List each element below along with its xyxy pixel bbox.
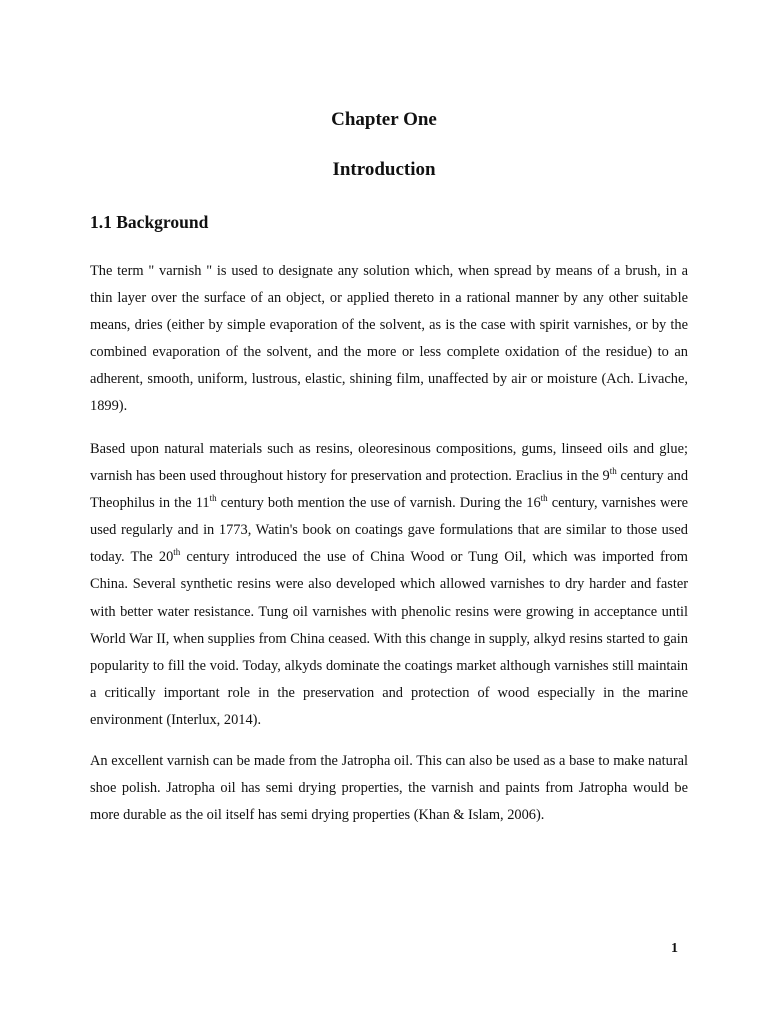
- paragraph-background-definition: The term " varnish " is used to designate any solution which, when spread by means of a brush, in a thin layer over the surface of an object, or applied thereto in a rational manner by any other suitable means, dries (either by simple evaporation of the solvent, as is the case with spirit varnishes, or by the combined evaporation of the solvent, and the more or less complete oxidation of the residue) to an adherent, smooth, uniform, lustrous, elastic, shining film, unaffected by air or moisture (Ach. Livache, 1899).: [90, 263, 688, 415]
- chapter-title: Chapter One: [331, 109, 437, 130]
- paragraph-varnish-history: [90, 436, 688, 734]
- paragraph-jatropha-oil: An excellent varnish can be made from the Jatropha oil. This can also be used as a base to make natural shoe polish. Jatropha oil has semi drying properties, the varnish and paints from Jatropha would be more durable as the oil itself has semi drying properties (Khan & Islam, 2006).: [90, 753, 688, 824]
- paragraph-text-segment: Based upon natural materials such as resins, oleoresinous compositions, gums, linseed oils and glue; varnish has been used throughout history for preservation and protection. Eraclius in the 9: [90, 441, 688, 485]
- paragraph-text-segment: century and Theophilus in the 11: [90, 468, 689, 512]
- ordinal-superscript: th: [209, 493, 217, 504]
- section-heading: 1.1 Background: [90, 212, 209, 232]
- ordinal-superscript: th: [609, 466, 617, 477]
- ordinal-superscript: th: [540, 493, 548, 504]
- paragraph-text-segment: century both mention the use of varnish. During the 16: [216, 495, 541, 512]
- ordinal-superscript: th: [173, 547, 181, 558]
- paragraph-text-segment: century introduced the use of China Wood or Tung Oil, which was imported from China. Several synthetic resins were also developed which allowed varnishes to dry harder and faster with better water resistance. Tung oil varnishes with phenolic resins were growing in acceptance until World War II, when supplies from China ceased. With this change in supply, alkyd resins started to gain popularity to fill the void. Today, alkyds dominate the coatings market although varnishes still maintain a critically important role in the preservation and protection of wood especially in the marine environment (Interlux, 2014).: [90, 549, 688, 728]
- paragraph-text-segment: century, varnishes were used regularly and in 1773, Watin's book on coatings gave formulations that are similar to those used today. The 20: [90, 495, 689, 566]
- page-number: 1: [671, 941, 678, 956]
- chapter-subtitle: Introduction: [332, 159, 436, 180]
